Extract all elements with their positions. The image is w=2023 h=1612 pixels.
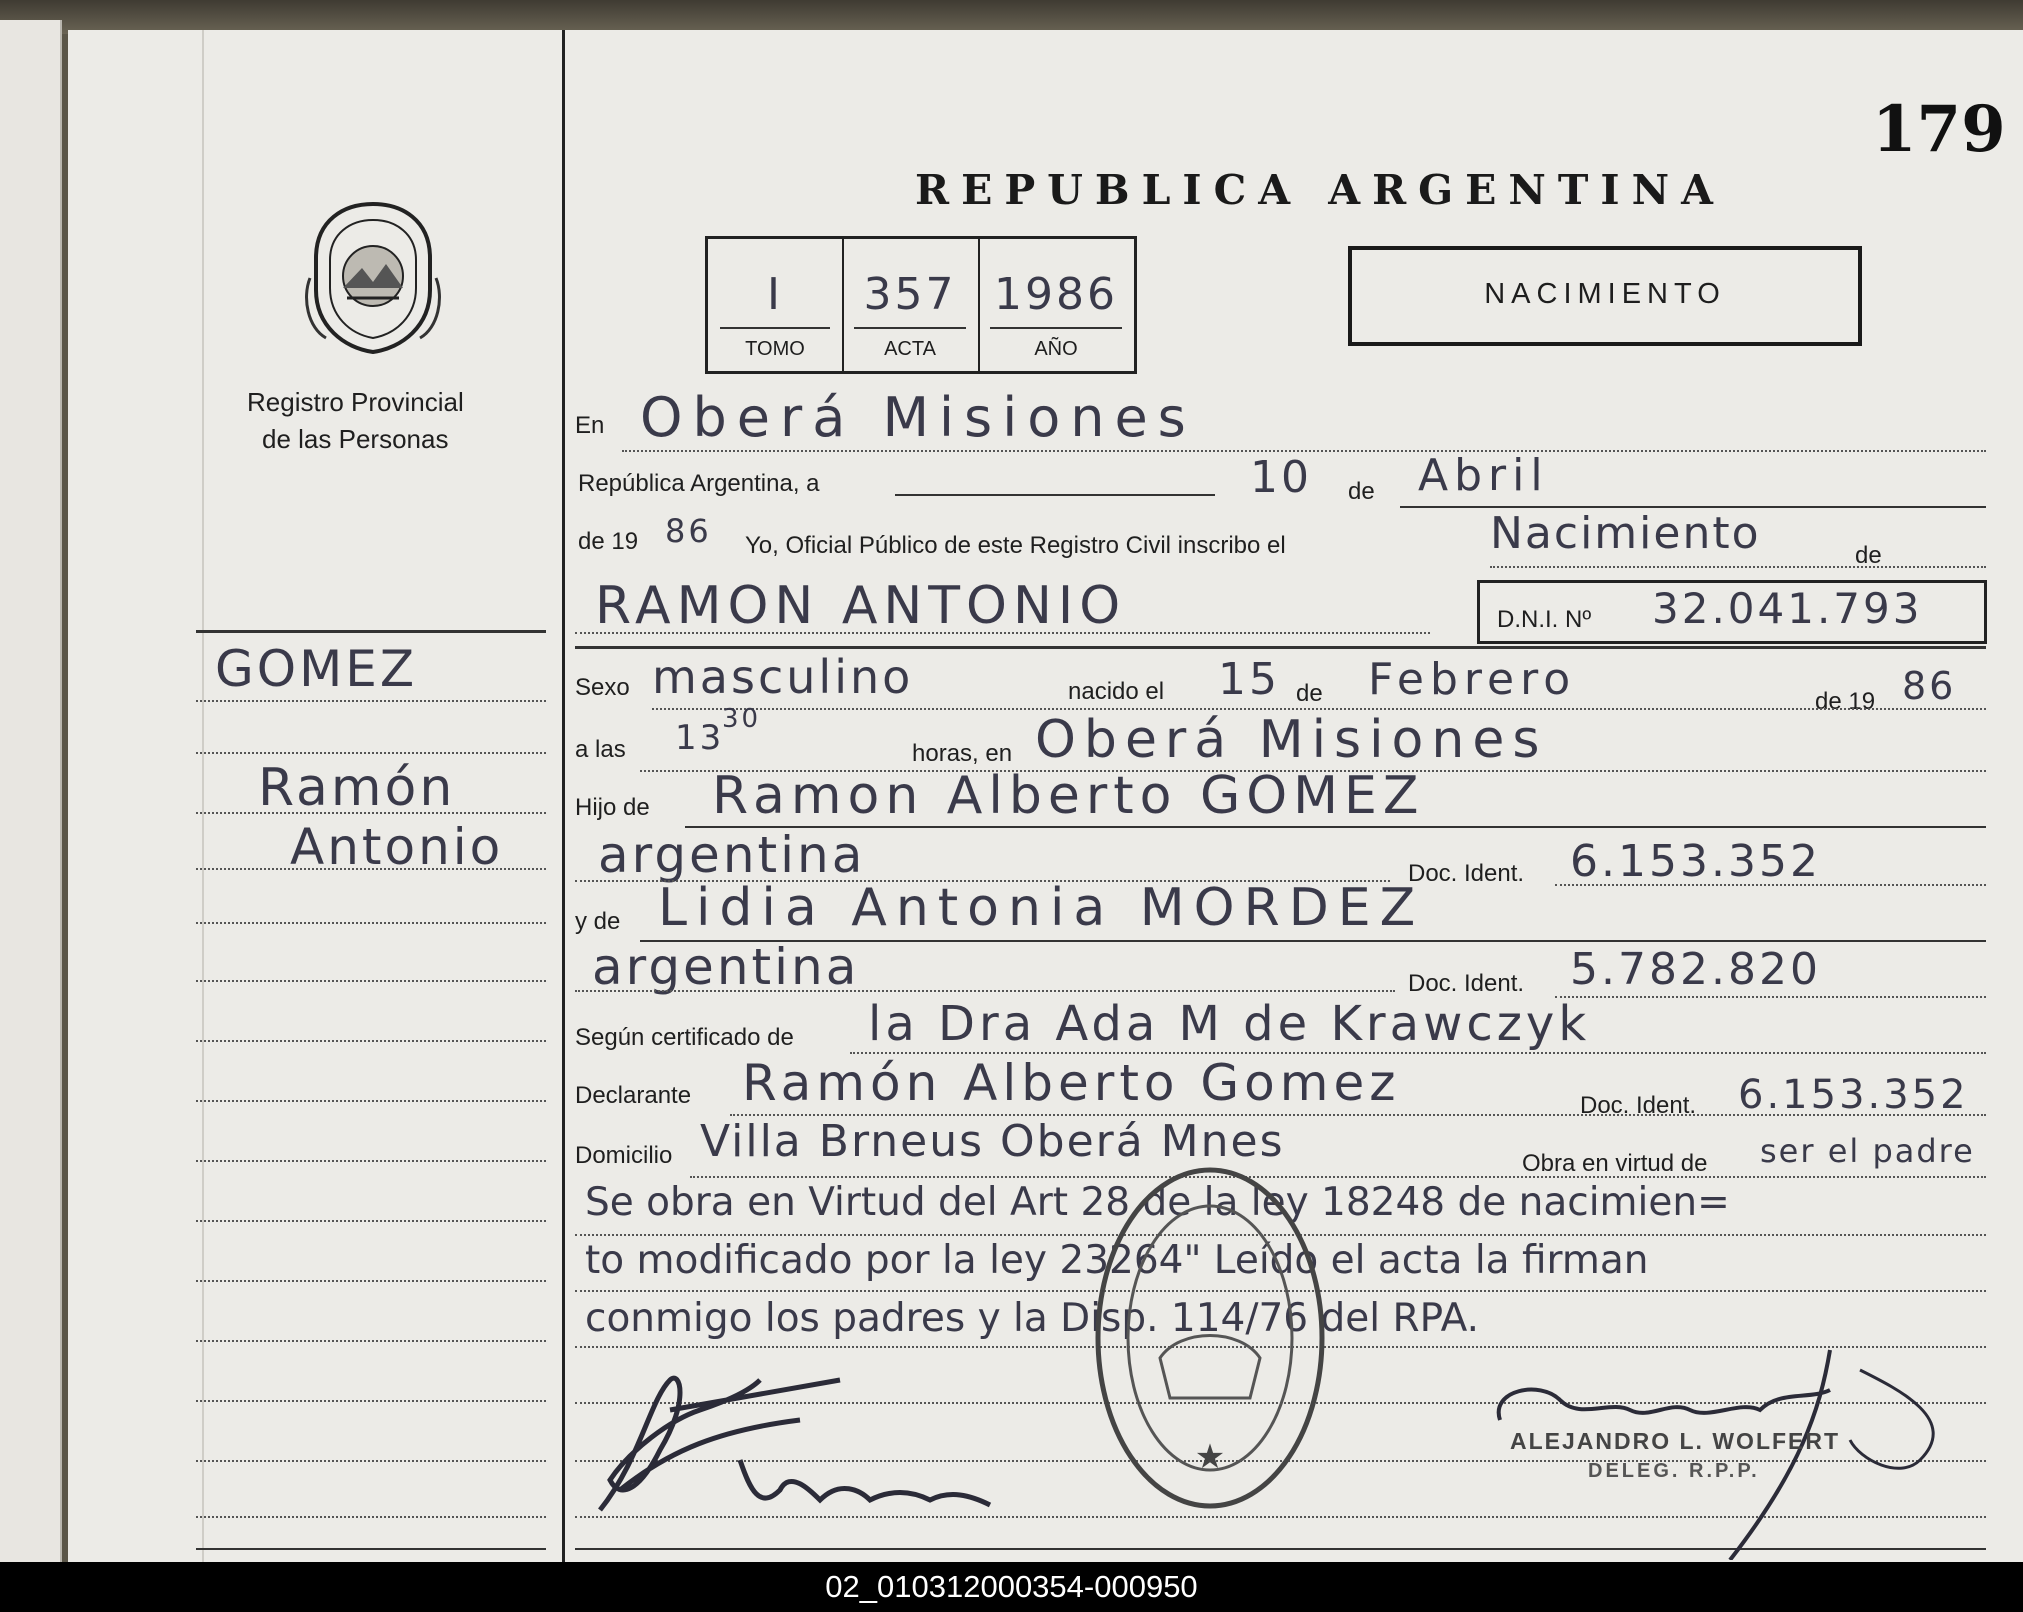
margin-line xyxy=(196,980,546,982)
mother-doc: 5.782.820 xyxy=(1570,944,1821,995)
doc-ident-label-3: Doc. Ident. xyxy=(1580,1092,1697,1119)
father-doc-line xyxy=(1555,884,1986,886)
declarante-doc: 6.153.352 xyxy=(1738,1072,1969,1118)
name-rule xyxy=(575,646,1986,649)
mother-doc-line xyxy=(1555,996,1986,998)
sexo-value: masculino xyxy=(652,650,914,704)
republica-label: República Argentina, a xyxy=(578,470,820,497)
dni-label: D.N.I. Nº xyxy=(1497,606,1592,633)
margin-given-name-1: Ramón xyxy=(258,758,456,818)
hour-value: 13 xyxy=(675,718,725,758)
en-label: En xyxy=(575,412,605,439)
acta-underline xyxy=(854,327,966,329)
anio-underline xyxy=(990,327,1122,329)
a-las-label: a las xyxy=(575,736,626,763)
file-id: 02_010312000354-000950 xyxy=(825,1569,1198,1604)
margin-line xyxy=(196,1160,546,1162)
margin-line xyxy=(196,812,546,814)
note-line-2: to modificado por la ley 23264" Leído el acta la firman xyxy=(585,1238,1649,1283)
note-line-1: Se obra en Virtud del Art 28 de la ley 18248 de nacimien= xyxy=(585,1180,1730,1225)
y-de-label: y de xyxy=(575,908,621,935)
year-value: 86 xyxy=(665,512,712,550)
left-margin-line xyxy=(202,30,204,1562)
name-value: RAMON ANTONIO xyxy=(595,576,1127,636)
margin-line xyxy=(196,1460,546,1462)
previous-page-edge xyxy=(0,20,62,1562)
signature-left xyxy=(580,1340,1100,1545)
doc-ident-label: Doc. Ident. xyxy=(1408,860,1525,887)
tomo-cell xyxy=(708,239,844,371)
margin-line xyxy=(196,868,546,870)
inscribe-value: Nacimiento xyxy=(1490,508,1761,559)
margin-bottom-rule xyxy=(196,1548,546,1550)
obra-label: Obra en virtud de xyxy=(1522,1150,1708,1177)
margin-line xyxy=(196,700,546,702)
nacido-label: nacido el xyxy=(1068,678,1165,705)
margin-rule xyxy=(196,630,546,633)
country-title: REPUBLICA ARGENTINA xyxy=(915,166,1725,214)
official-stamp xyxy=(1090,1158,1330,1518)
de-label-2: de xyxy=(1855,542,1882,569)
tomo-underline xyxy=(720,327,830,329)
anio-cell xyxy=(978,239,1134,371)
horas-label: horas, en xyxy=(912,740,1013,767)
tomo-value: I xyxy=(767,269,783,320)
domicilio-value: Villa Brneus Oberá Mnes xyxy=(700,1116,1285,1167)
hijo-label: Hijo de xyxy=(575,794,650,821)
birth-year-prefix: de 19 xyxy=(1815,688,1876,715)
domicilio-label: Domicilio xyxy=(575,1142,673,1169)
dni-value: 32.041.793 xyxy=(1652,584,1923,633)
acta-label: ACTA xyxy=(884,338,936,360)
registry-name-line2: de las Personas xyxy=(262,424,449,454)
domicilio-line xyxy=(690,1176,1986,1178)
inscribe-line xyxy=(1490,566,1986,568)
svg-text:★: ★ xyxy=(1194,1437,1226,1477)
book-edge xyxy=(0,0,2023,34)
inscribe-text: Yo, Oficial Público de este Registro Civil inscribo el xyxy=(745,532,1286,559)
margin-line xyxy=(196,1100,546,1102)
certificado-value: la Dra Ada M de Krawczyk xyxy=(868,996,1591,1052)
mother-nationality: argentina xyxy=(592,938,860,996)
margin-line xyxy=(196,922,546,924)
sexo-label: Sexo xyxy=(575,674,630,701)
declarante-label: Declarante xyxy=(575,1082,692,1109)
margin-line xyxy=(196,1516,546,1518)
mother-name: Lidia Antonia MORDEZ xyxy=(658,878,1425,938)
birth-year: 86 xyxy=(1902,664,1957,708)
anio-label: AÑO xyxy=(1034,338,1078,360)
margin-surname: GOMEZ xyxy=(215,640,418,698)
record-type: NACIMIENTO xyxy=(1484,278,1726,310)
registry-name-line1: Registro Provincial xyxy=(247,387,464,417)
anio-value: 1986 xyxy=(994,269,1118,320)
month-value: Abril xyxy=(1418,450,1549,501)
doc-ident-label-2: Doc. Ident. xyxy=(1408,970,1525,997)
year-prefix: de 19 xyxy=(578,528,639,555)
margin-line xyxy=(196,1400,546,1402)
de-label: de xyxy=(1348,478,1375,505)
margin-line xyxy=(196,1280,546,1282)
date-line xyxy=(895,494,1215,496)
official-name: ALEJANDRO L. WOLFERT xyxy=(1510,1428,1841,1454)
minute-value: 30 xyxy=(722,704,762,734)
margin-given-name-2: Antonio xyxy=(290,818,504,876)
note-line-3: conmigo los padres y la Disp. 114/76 del RPA. xyxy=(585,1296,1480,1341)
mother-nationality-line xyxy=(575,990,1395,992)
margin-line xyxy=(196,1040,546,1042)
father-line xyxy=(685,826,1986,828)
province-seal xyxy=(302,198,444,356)
acta-cell xyxy=(842,239,980,371)
birth-place: Oberá Misiones xyxy=(1035,710,1548,770)
father-doc: 6.153.352 xyxy=(1570,836,1821,887)
father-nationality: argentina xyxy=(598,826,866,884)
margin-divider xyxy=(562,30,565,1562)
declarante-value: Ramón Alberto Gomez xyxy=(742,1054,1401,1112)
name-line xyxy=(575,632,1430,634)
acta-value: 357 xyxy=(863,269,957,320)
de-label-3: de xyxy=(1296,680,1323,707)
official-title: DELEG. R.P.P. xyxy=(1588,1460,1760,1482)
obra-value: ser el padre xyxy=(1760,1132,1975,1170)
en-value: Oberá Misiones xyxy=(640,386,1196,449)
margin-line xyxy=(196,752,546,754)
birth-month: Febrero xyxy=(1368,654,1577,705)
margin-line xyxy=(196,1220,546,1222)
day-value: 10 xyxy=(1250,452,1312,503)
page-number: 179 xyxy=(1872,92,2006,167)
record-type-box xyxy=(1348,246,1862,346)
certificado-label: Según certificado de xyxy=(575,1024,794,1051)
record-table xyxy=(705,236,1137,374)
tomo-label: TOMO xyxy=(745,338,805,360)
birth-day: 15 xyxy=(1218,654,1280,705)
margin-line xyxy=(196,1340,546,1342)
father-name: Ramon Alberto GOMEZ xyxy=(712,766,1425,826)
